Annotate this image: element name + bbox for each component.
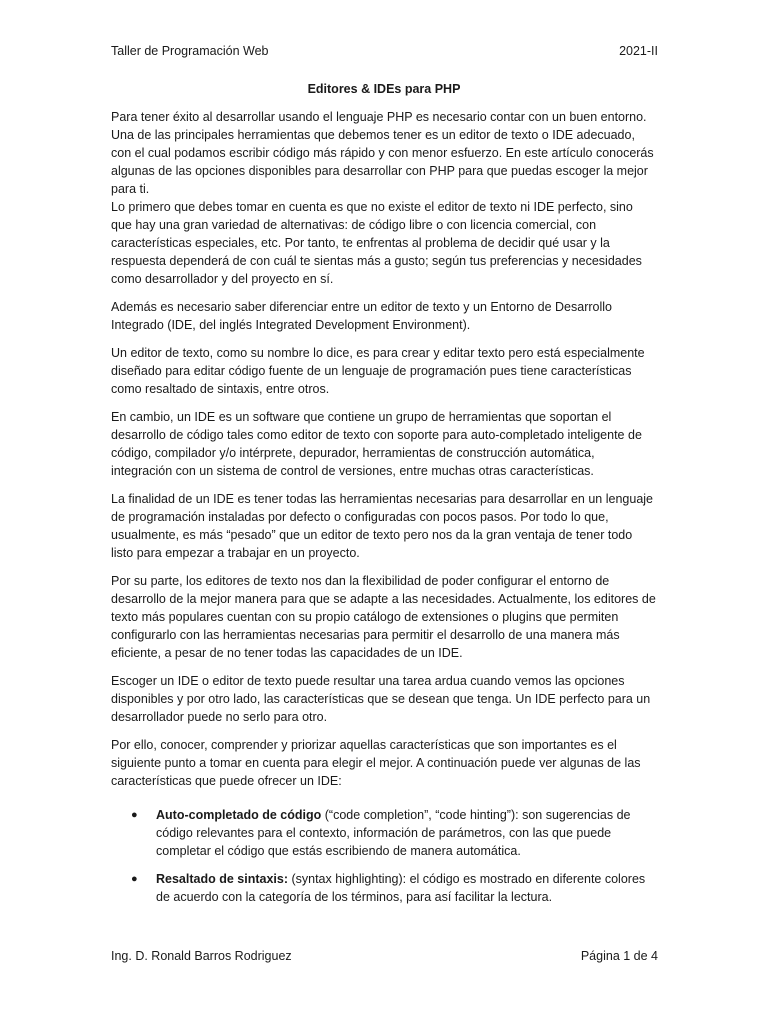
list-item-text: (syntax highlighting): el código es mostrado en diferente colores de acuerdo con la categoría de los términos, para así facilitar la lectura. (156, 872, 646, 904)
list-item-term: Auto-completado de código (156, 808, 322, 822)
list-item-term: Resaltado de sintaxis: (156, 872, 288, 886)
document-body (111, 80, 657, 916)
paragraph-7: Por su parte, los editores de texto nos dan la flexibilidad de poder configurar el entorno de desarrollo de la mejor manera para que se adapte a las necesidades. Actualmente, los editores de texto más populares cuentan con su propio catálogo de extensiones o plugins que permiten configurarlo con las herramientas necesarias para permitir el desarrollo de una manera más eficiente, a pesar de no tener todas las capacidades de un IDE. (111, 574, 656, 660)
footer-author: Ing. D. Ronald Barros Rodriguez (111, 949, 292, 963)
list-item (111, 806, 657, 860)
paragraph-9: Por ello, conocer, comprender y priorizar aquellas características que son importantes es el siguiente punto a tomar en cuenta para elegir el mejor. A continuación puede ver algunas de las características que puede ofrecer un IDE: (111, 738, 641, 788)
paragraph-2: Lo primero que debes tomar en cuenta es que no existe el editor de texto ni IDE perfecto, sino que hay una gran variedad de alternativas: de código libre o con licencia comercial, con características especiales, etc. Por tanto, te enfrentas al problema de decidir qué usar y la respuesta dependerá de con cuál te sientas más a gusto; según tus preferencias y necesidades como desarrollador y del proyecto en sí. (111, 200, 642, 286)
paragraph-1: Para tener éxito al desarrollar usando el lenguaje PHP es necesario contar con un buen entorno. Una de las principales herramientas que debemos tener es un editor de texto o IDE adecuado, con el cual podamos escribir código más rápido y con menor esfuerzo. En este artículo conocerás algunas de las opciones disponibles para desarrollar con PHP para que puedas escoger la mejor para ti. (111, 110, 654, 196)
page-footer (111, 947, 658, 965)
paragraph-8: Escoger un IDE o editor de texto puede resultar una tarea ardua cuando vemos las opciones disponibles y por otro lado, las características que se desean que tenga. Un IDE perfecto para un desarrollador puede no serlo para otro. (111, 674, 651, 724)
document-title: Editores & IDEs para PHP (307, 82, 461, 96)
bullet-icon: ● (131, 809, 138, 821)
paragraph-5: En cambio, un IDE es un software que contiene un grupo de herramientas que soportan el desarrollo de código tales como editor de texto con soporte para auto-completado inteligente de código, compilador y/o intérprete, depurador, herramientas de construcción automática, integración con un sistema de control de versiones, entre muchas otras características. (111, 410, 642, 478)
bullet-icon: ● (131, 873, 138, 885)
page-header (111, 42, 658, 60)
feature-list (111, 806, 657, 906)
list-item-text: (“code completion”, “code hinting”): son sugerencias de código relevantes para el contexto, información de parámetros, con las que puede completar el código que estás escribiendo de manera automática. (156, 808, 631, 858)
paragraph-3: Además es necesario saber diferenciar entre un editor de texto y un Entorno de Desarrollo Integrado (IDE, del inglés Integrated Development Environment). (111, 300, 612, 332)
paragraph-4: Un editor de texto, como su nombre lo dice, es para crear y editar texto pero está especialmente diseñado para editar código fuente de un lenguaje de programación pues tiene características como resaltado de sintaxis, entre otros. (111, 346, 645, 396)
footer-page-number: Página 1 de 4 (580, 949, 658, 963)
paragraph-6: La finalidad de un IDE es tener todas las herramientas necesarias para desarrollar en un lenguaje de programación instaladas por defecto o configuradas con pocos pasos. Por todo lo que, usualmente, es más “pesado” que un editor de texto pero nos da la gran ventaja de tener todo listo para empezar a trabajar en un proyecto. (111, 492, 653, 560)
list-item (111, 870, 657, 906)
header-term: 2021-II (619, 44, 658, 58)
header-course: Taller de Programación Web (111, 44, 269, 58)
